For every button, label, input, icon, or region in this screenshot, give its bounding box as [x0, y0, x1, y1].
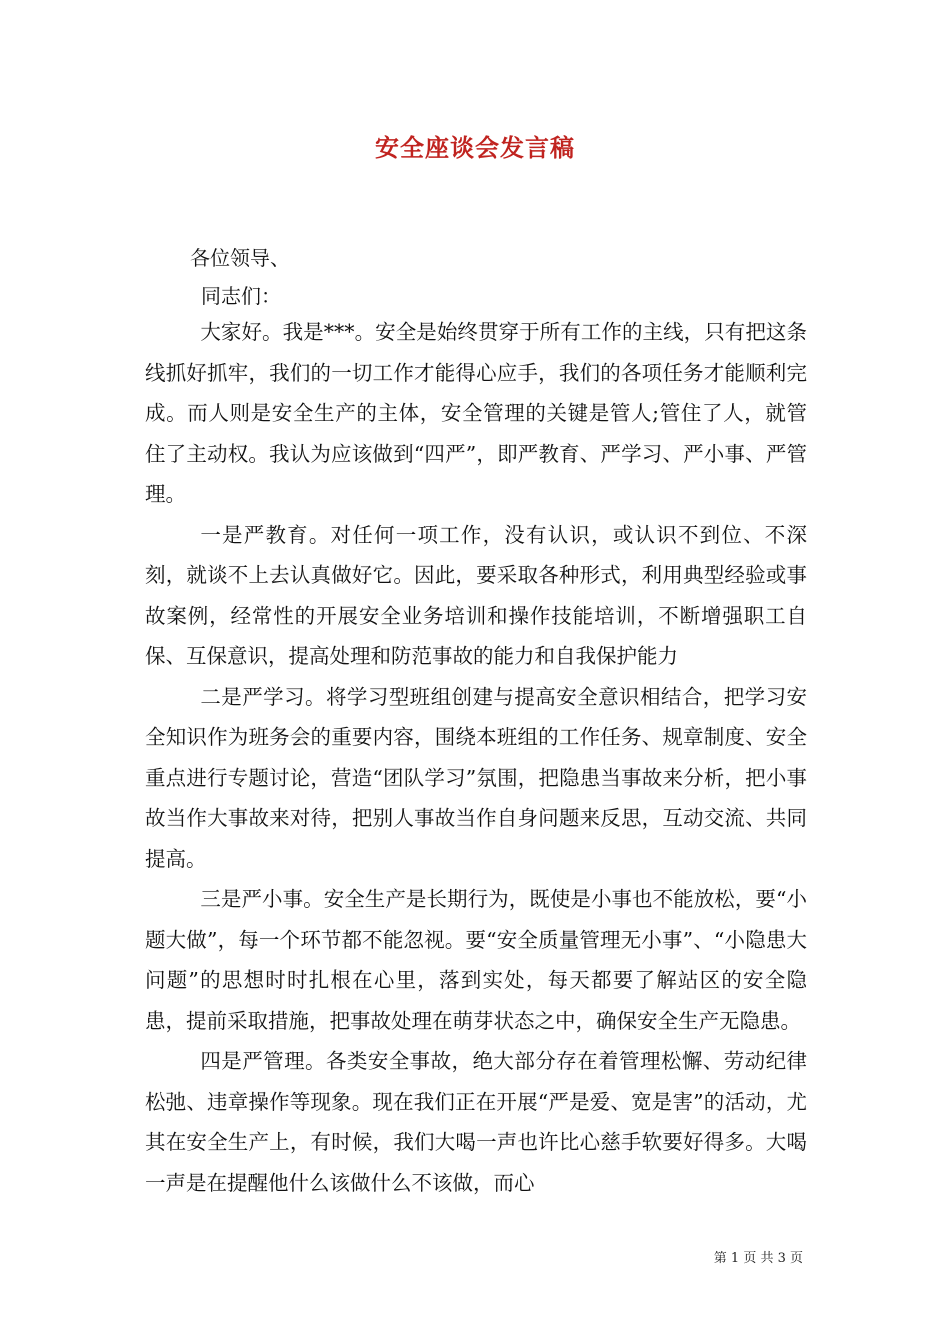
paragraph-opening: 大家好。我是***。安全是始终贯穿于所有工作的主线，只有把这条线抓好抓牢，我们的一切工作才能得心应手，我们的各项任务才能顺利完成。而人则是安全生产的主体，安全管理的关键是管人;管住了人，就管住了主动权。我认为应该做到“四严”，即严教育、严学习、严小事、严管理。 — [145, 320, 807, 506]
paragraph-study: 二是严学习。将学习型班组创建与提高安全意识相结合，把学习安全知识作为班务会的重要内容，围绕本班组的工作任务、规章制度、安全重点进行专题讨论，营造“团队学习”氛围，把隐患当事故来分析，把小事故当作大事故来对待，把别人事故当作自身问题来反思，互动交流、共同提高。 — [145, 684, 807, 871]
salutation-leaders: 各位领导、 — [190, 246, 290, 270]
paragraph-small-matters: 三是严小事。安全生产是长期行为，既使是小事也不能放松，要“小题大做”，每一个环节都不能忽视。要“安全质量管理无小事”、“小隐患大问题”的思想时时扎根在心里，落到实处，每天都要了解站区的安全隐患，提前采取措施，把事故处理在萌芽状态之中，确保安全生产无隐患。 — [145, 887, 807, 1033]
paragraph-education: 一是严教育。对任何一项工作，没有认识，或认识不到位、不深刻，就谈不上去认真做好它。因此，要采取各种形式，利用典型经验或事故案例，经常性的开展安全业务培训和操作技能培训，不断增强职工自保、互保意识，提高处理和防范事故的能力和自我保护能力 — [145, 522, 807, 668]
document-title: 安全座谈会发言稿 — [375, 133, 575, 162]
document-body — [145, 312, 807, 1203]
salutation-comrades: 同志们： — [201, 284, 281, 308]
page-number-footer: 第 1 页 共 3 页 — [713, 1251, 803, 1266]
paragraph-management: 四是严管理。各类安全事故，绝大部分存在着管理松懈、劳动纪律松弛、违章操作等现象。现在我们正在开展“严是爱、宽是害”的活动，尤其在安全生产上，有时候，我们大喝一声也许比心慈手软要好得多。大喝一声是在提醒他什么该做什么不该做，而心 — [145, 1049, 807, 1195]
